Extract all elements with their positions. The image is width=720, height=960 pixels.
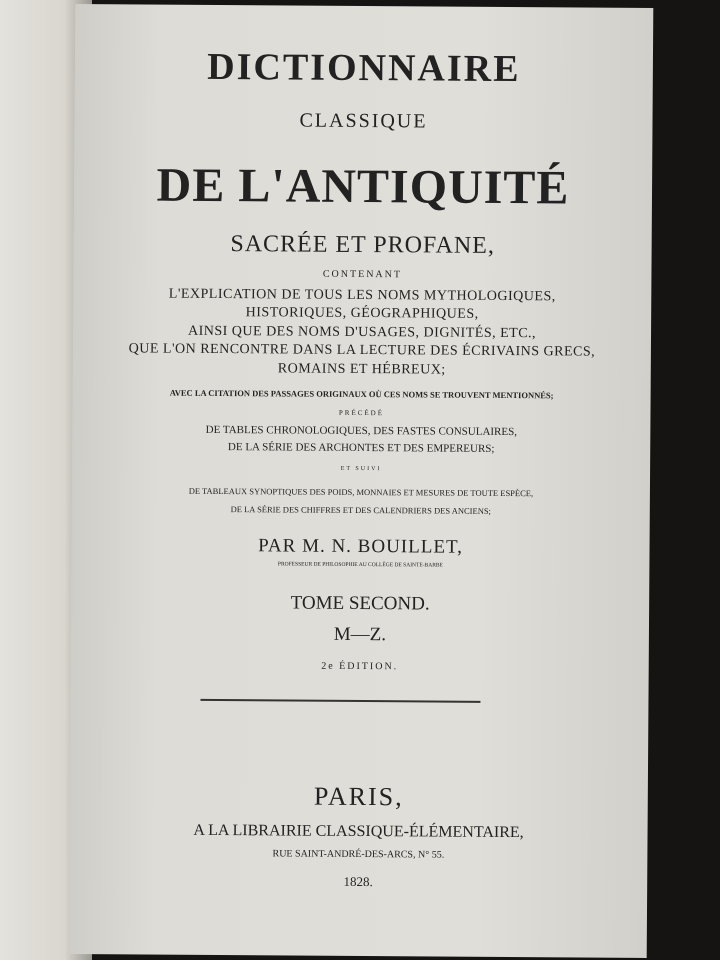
contents-line: DE LA SÉRIE DES CHIFFRES ET DES CALENDRIERS DES ANCIENS;	[230, 504, 491, 516]
contents-line: AVEC LA CITATION DES PASSAGES ORIGINAUX OÙ CES NOMS SE TROUVENT MENTIONNÉS;	[169, 387, 554, 401]
contents-line: QUE L'ON RENCONTRE DANS LA LECTURE DES ÉCRIVAINS GRECS,	[128, 341, 596, 360]
imprint-publisher: A LA LIBRAIRIE CLASSIQUE-ÉLÉMENTAIRE,	[193, 821, 524, 842]
title-line-2: CLASSIQUE	[299, 109, 428, 133]
title-page	[69, 4, 654, 958]
volume-tome: TOME SECOND.	[290, 592, 430, 615]
title-line-1: DICTIONNAIRE	[207, 45, 521, 91]
contents-line: AINSI QUE DES NOMS D'USAGES, DIGNITÉS, ETC.,	[187, 323, 537, 342]
contents-line: L'EXPLICATION DE TOUS LES NOMS MYTHOLOGIQUES,	[168, 286, 556, 305]
edition: 2e ÉDITION.	[321, 660, 399, 673]
imprint-address: RUE SAINT-ANDRÉ-DES-ARCS, N° 55.	[272, 848, 445, 861]
contents-line: DE LA SÉRIE DES ARCHONTES ET DES EMPEREURS;	[227, 441, 495, 455]
ornamental-rule	[200, 699, 480, 703]
precede: PRÉCÉDÉ	[338, 408, 385, 418]
author-name: PAR M. N. BOUILLET,	[258, 535, 464, 558]
contents-line: DE TABLES CHRONOLOGIQUES, DES FASTES CONSULAIRES,	[205, 423, 518, 439]
imprint-year: 1828.	[343, 873, 373, 890]
contenant: CONTENANT	[322, 268, 403, 281]
imprint-city: PARIS,	[313, 781, 404, 812]
volume-range: M—Z.	[333, 623, 387, 646]
title-line-3: DE L'ANTIQUITÉ	[156, 158, 570, 215]
contents-line: HISTORIQUES, GÉOGRAPHIQUES,	[245, 305, 479, 322]
suivi: ET SUIVI	[340, 465, 382, 473]
title-line-4: SACRÉE ET PROFANE,	[230, 231, 495, 259]
author-role: PROFESSEUR DE PHILOSOPHIE AU COLLÈGE DE SAINTE-BARBE	[277, 561, 443, 569]
contents-line: DE TABLEAUX SYNOPTIQUES DES POIDS, MONNAIES ET MESURES DE TOUTE ESPÈCE,	[188, 485, 534, 499]
contents-line: ROMAINS ET HÉBREUX;	[277, 361, 446, 378]
